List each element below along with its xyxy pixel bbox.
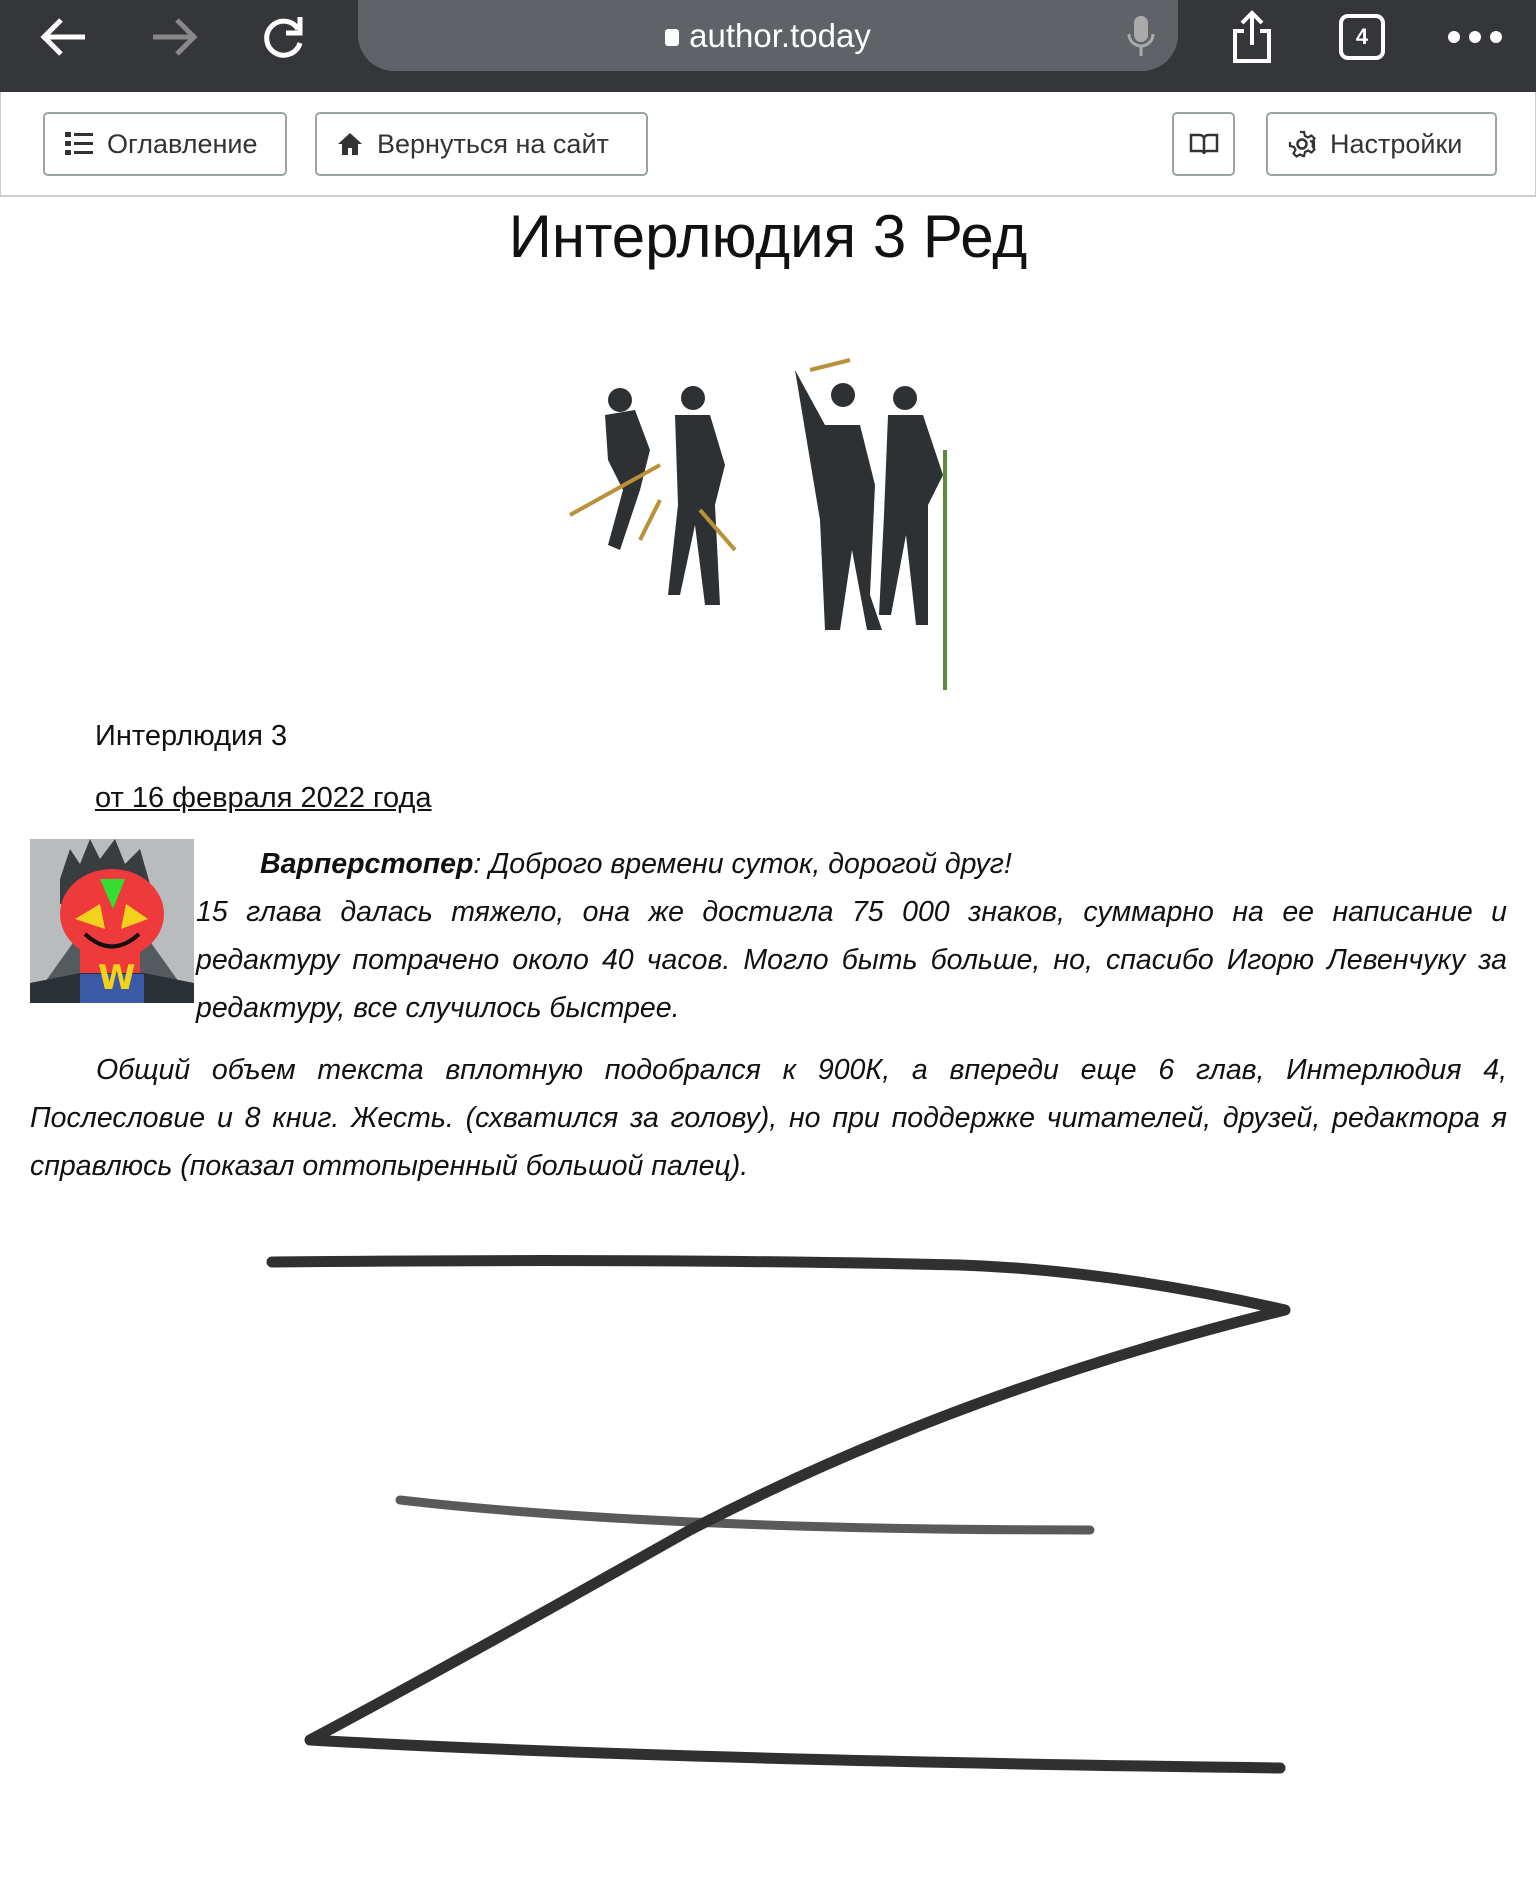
home-icon xyxy=(337,132,363,156)
gear-icon xyxy=(1288,130,1316,158)
tabs-button[interactable] xyxy=(1334,12,1390,62)
forward-arrow-icon[interactable] xyxy=(146,12,202,62)
settings-button[interactable] xyxy=(1266,112,1497,176)
toc-button[interactable] xyxy=(43,112,287,176)
more-menu-icon[interactable] xyxy=(1442,12,1508,62)
reader-toolbar xyxy=(0,92,1536,197)
microphone-icon[interactable] xyxy=(1126,14,1156,66)
greeting: : Доброго времени суток, дорогой друг! xyxy=(473,848,1012,880)
chapter-illustration xyxy=(550,350,970,695)
chapter-date: от 16 февраля 2022 года xyxy=(95,782,432,814)
settings-label: Настройки xyxy=(1330,128,1463,159)
back-arrow-icon[interactable] xyxy=(36,12,92,62)
back-to-site-label: Вернуться на сайт xyxy=(377,128,609,159)
book-icon xyxy=(1189,132,1219,156)
svg-text:W: W xyxy=(98,958,136,998)
url-text: author.today xyxy=(689,16,871,54)
tab-count: 4 xyxy=(1339,14,1385,60)
paragraph-1: 15 глава далась тяжело, она же достигла 75 000 знаков, суммарно на ее написание и редактуру потрачено около 40 часов. Могло быть больше, но, спасибо Игорю Левенчуку за редактуру, все случилось быстрее. xyxy=(196,896,1507,1024)
address-bar[interactable] xyxy=(358,0,1178,71)
z-drawing xyxy=(260,1240,1300,1790)
author-name: Варперстопер xyxy=(260,848,474,880)
chapter-subtitle: Интерлюдия 3 xyxy=(95,720,288,752)
browser-bar xyxy=(0,0,1536,92)
author-note-paragraph xyxy=(30,840,1507,1032)
reload-icon[interactable] xyxy=(256,12,312,62)
paragraph-2: Общий объем текста вплотную подобрался к 900К, а впереди еще 6 глав, Интерлюдия 4, Послесловие и 8 книг. Жесть. (схватился за голову), но при поддержке читателей, друзей, редактора я справлюсь (показал оттопыренный большой палец). xyxy=(30,1054,1507,1182)
lock-icon xyxy=(665,29,679,46)
book-mode-button[interactable] xyxy=(1172,112,1235,176)
back-to-site-button[interactable] xyxy=(315,112,648,176)
chapter-title: Интерлюдия 3 Ред xyxy=(508,203,1028,270)
toc-label: Оглавление xyxy=(107,128,258,159)
share-icon[interactable] xyxy=(1224,12,1280,62)
list-icon xyxy=(65,131,93,157)
